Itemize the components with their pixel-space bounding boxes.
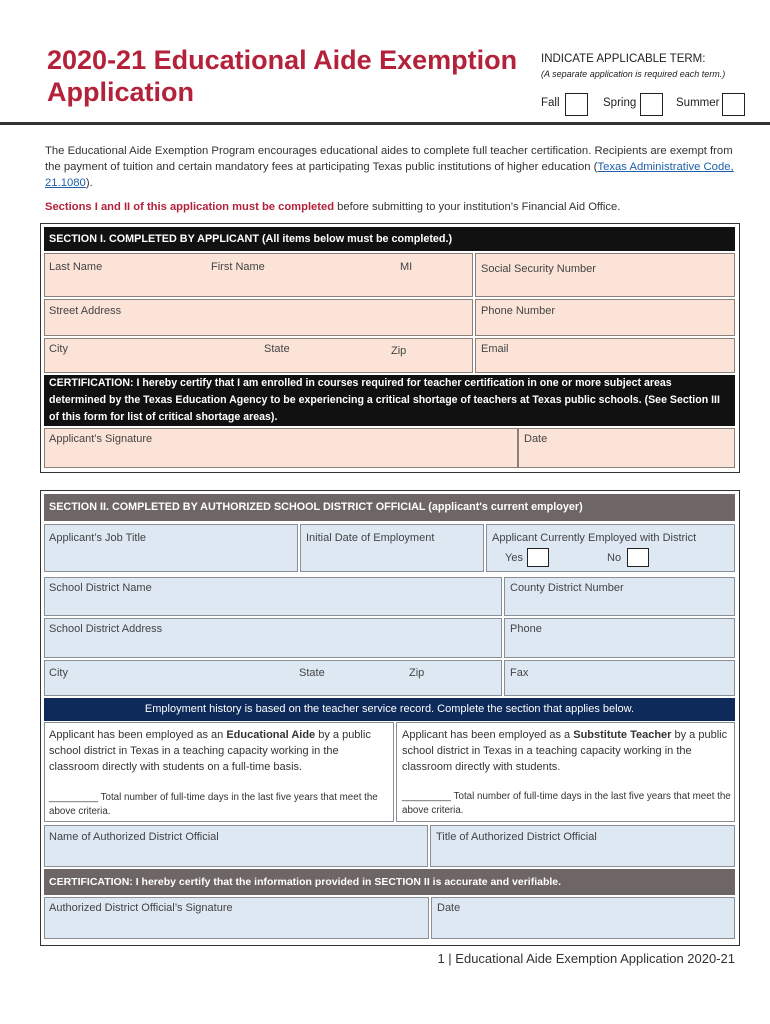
- tac-link[interactable]: Texas Administrative Code, 21.1080: [45, 161, 734, 189]
- job-title-field[interactable]: Applicant’s Job Title: [44, 524, 298, 572]
- term-heading: INDICATE APPLICABLE TERM:: [541, 53, 706, 65]
- employed-yes-checkbox[interactable]: [527, 548, 549, 567]
- term-fall-checkbox[interactable]: [565, 93, 588, 116]
- applicant-signature-field[interactable]: Applicant’s Signature: [44, 428, 518, 468]
- aide-days-field[interactable]: _________ Total number of full-time days in the last five years that meet the above criteria.: [49, 792, 378, 817]
- ssn-field[interactable]: Social Security Number: [475, 253, 735, 297]
- currently-employed-field: Applicant Currently Employed with District Yes No: [486, 524, 735, 572]
- district-address-field[interactable]: School District Address: [44, 618, 502, 658]
- email-field[interactable]: Email: [475, 338, 735, 373]
- employed-no-checkbox[interactable]: [627, 548, 649, 567]
- section-1-certification: CERTIFICATION: I hereby certify that I am enrolled in courses required for teacher certification in one or more subject areas determined by the Texas Education Agency to be experiencing a critical shortage of teachers at Texas public schools. (See Section III of this form for list of critical shortage areas).: [44, 375, 735, 426]
- header-divider: [0, 122, 770, 125]
- completion-note: Sections I and II of this application must be completed before submitting to your institution’s Financial Aid Office.: [45, 201, 621, 213]
- aide-employment-box: Applicant has been employed as an Educational Aide by a public school district in Texas in a teaching capacity working in the classroom directly with students on a full-time basis. _________ Total number of full-time days in the last five years that meet the above criteria.: [44, 722, 394, 822]
- intro-paragraph: The Educational Aide Exemption Program encourages educational aides to complete full teacher certification. Recipients are exempt from the payment of tuition and certain mandatory fees at participating Texas public institutions of higher education (Texas Administrative Code, 21.1080).: [45, 145, 734, 189]
- city-state-zip-field[interactable]: City State Zip: [44, 338, 473, 373]
- section-2-header: SECTION II. COMPLETED BY AUTHORIZED SCHOOL DISTRICT OFFICIAL (applicant's current employer): [44, 494, 735, 521]
- phone-number-field[interactable]: Phone Number: [475, 299, 735, 336]
- term-subheading: (A separate application is required each term.): [541, 69, 726, 79]
- term-spring-checkbox[interactable]: [640, 93, 663, 116]
- applicant-date-field[interactable]: Date: [518, 428, 735, 468]
- district-phone-field[interactable]: Phone: [504, 618, 735, 658]
- official-signature-field[interactable]: Authorized District Official’s Signature: [44, 897, 429, 939]
- section-1-header: SECTION I. COMPLETED BY APPLICANT (All items below must be completed.): [44, 227, 735, 251]
- term-spring-label: Spring: [603, 97, 637, 109]
- initial-date-field[interactable]: Initial Date of Employment: [300, 524, 484, 572]
- term-summer-checkbox[interactable]: [722, 93, 745, 116]
- street-address-field[interactable]: Street Address: [44, 299, 473, 336]
- page-footer: 1 | Educational Aide Exemption Application 2020-21: [437, 951, 735, 966]
- official-title-field[interactable]: Title of Authorized District Official: [430, 825, 735, 867]
- term-summer-label: Summer: [676, 97, 720, 109]
- term-fall-label: Fall: [541, 97, 560, 109]
- official-date-field[interactable]: Date: [431, 897, 735, 939]
- substitute-employment-box: Applicant has been employed as a Substitute Teacher by a public school district in Texas in a teaching capacity working in the classroom directly with students. _________ Total number of full-time days in the last five years that meet the above criteria.: [396, 722, 735, 822]
- employment-history-bar: Employment history is based on the teacher service record. Complete the section that applies below.: [44, 698, 735, 721]
- district-fax-field[interactable]: Fax: [504, 660, 735, 696]
- county-number-field[interactable]: County District Number: [504, 577, 735, 616]
- name-field[interactable]: Last Name First Name MI: [44, 253, 473, 297]
- official-name-field[interactable]: Name of Authorized District Official: [44, 825, 428, 867]
- page-title: 2020-21 Educational Aide Exemption Application: [47, 45, 518, 107]
- substitute-days-field[interactable]: _________ Total number of full-time days in the last five years that meet the above criteria.: [402, 791, 731, 816]
- district-name-field[interactable]: School District Name: [44, 577, 502, 616]
- district-city-state-zip-field[interactable]: City State Zip: [44, 660, 502, 696]
- section-2-certification: CERTIFICATION: I hereby certify that the information provided in SECTION II is accurate and verifiable.: [44, 869, 735, 895]
